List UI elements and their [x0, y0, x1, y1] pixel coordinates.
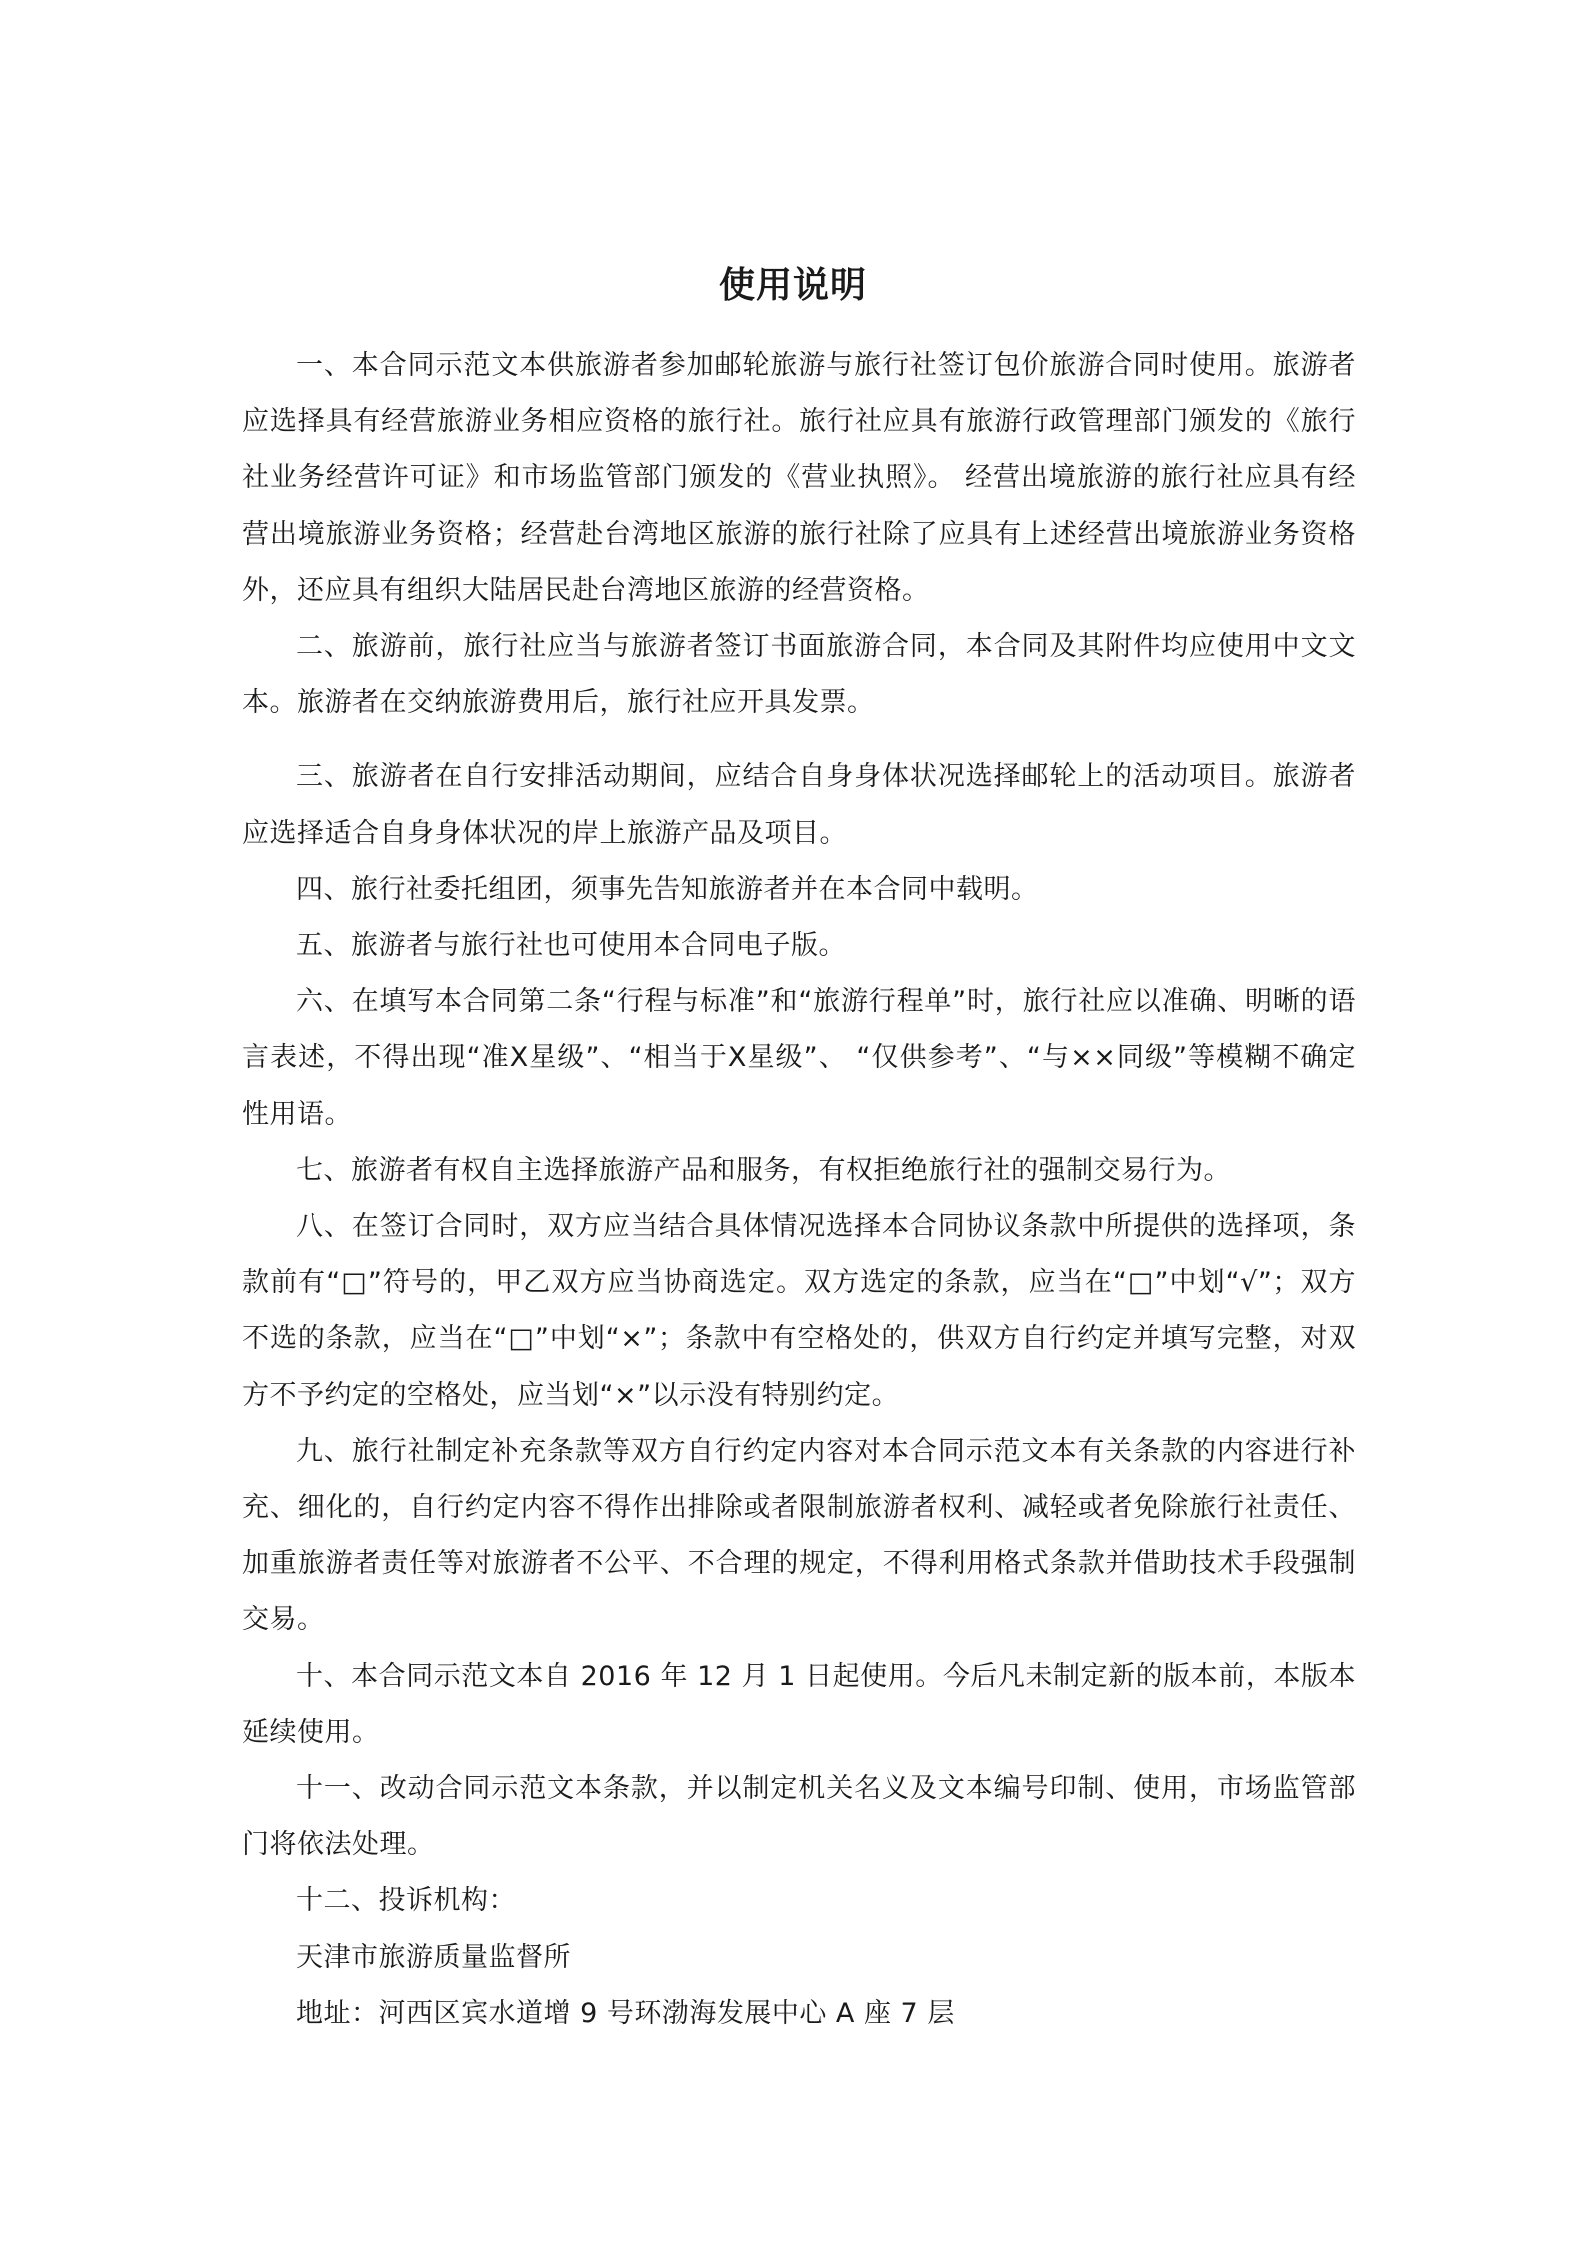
document-body: [242, 338, 1356, 2042]
paragraph-1: 一、本合同示范文本供旅游者参加邮轮旅游与旅行社签订包价旅游合同时使用。旅游者应选择具有经营旅游业务相应资格的旅行社。旅行社应具有旅游行政管理部门颁发的《旅行社业务经营许可证》和市场监管部门颁发的《营业执照》。 经营出境旅游的旅行社应具有经营出境旅游业务资格；经营赴台湾地区旅游的旅行社除了应具有上述经营出境旅游业务资格外，还应具有组织大陆居民赴台湾地区旅游的经营资格。: [242, 350, 1356, 606]
paragraph-7: 七、旅游者有权自主选择旅游产品和服务，有权拒绝旅行社的强制交易行为。: [296, 1154, 1231, 1186]
complaint-agency-name: 天津市旅游质量监督所: [296, 1941, 571, 1973]
paragraph-4: 四、旅行社委托组团，须事先告知旅游者并在本合同中载明。: [296, 873, 1039, 905]
paragraph-2: 二、旅游前，旅行社应当与旅游者签订书面旅游合同，本合同及其附件均应使用中文文本。旅游者在交纳旅游费用后，旅行社应开具发票。: [242, 631, 1356, 719]
paragraph-12: 十二、投诉机构：: [296, 1885, 516, 1917]
paragraph-5: 五、旅游者与旅行社也可使用本合同电子版。: [296, 930, 846, 962]
paragraph-6: 六、在填写本合同第二条“行程与标准”和“旅游行程单”时，旅行社应以准确、明晰的语言表述，不得出现“准X星级”、“相当于X星级”、 “仅供参考”、“与××同级”等模糊不确定性用语。: [242, 986, 1356, 1130]
document-title: 使用说明: [718, 265, 867, 306]
paragraph-8: 八、在签订合同时，双方应当结合具体情况选择本合同协议条款中所提供的选择项，条款前有“□”符号的，甲乙双方应当协商选定。双方选定的条款，应当在“□”中划“√”；双方不选的条款，应当在“□”中划“×”；条款中有空格处的，供双方自行约定并填写完整，对双方不予约定的空格处，应当划“×”以示没有特别约定。: [242, 1211, 1356, 1411]
complaint-agency-address: 地址：河西区宾水道增 9 号环渤海发展中心 A 座 7 层: [296, 1997, 955, 2029]
paragraph-11: 十一、改动合同示范文本条款，并以制定机关名义及文本编号印制、使用，市场监管部门将依法处理。: [242, 1773, 1356, 1861]
paragraph-10: 十、本合同示范文本自 2016 年 12 月 1 日起使用。今后凡未制定新的版本前，本版本延续使用。: [242, 1660, 1356, 1748]
paragraph-9: 九、旅行社制定补充条款等双方自行约定内容对本合同示范文本有关条款的内容进行补充、细化的，自行约定内容不得作出排除或者限制旅游者权利、减轻或者免除旅行社责任、加重旅游者责任等对旅游者不公平、不合理的规定，不得利用格式条款并借助技术手段强制交易。: [242, 1435, 1356, 1636]
paragraph-3: 三、旅游者在自行安排活动期间，应结合自身身体状况选择邮轮上的活动项目。旅游者应选择适合自身身体状况的岸上旅游产品及项目。: [242, 761, 1356, 849]
